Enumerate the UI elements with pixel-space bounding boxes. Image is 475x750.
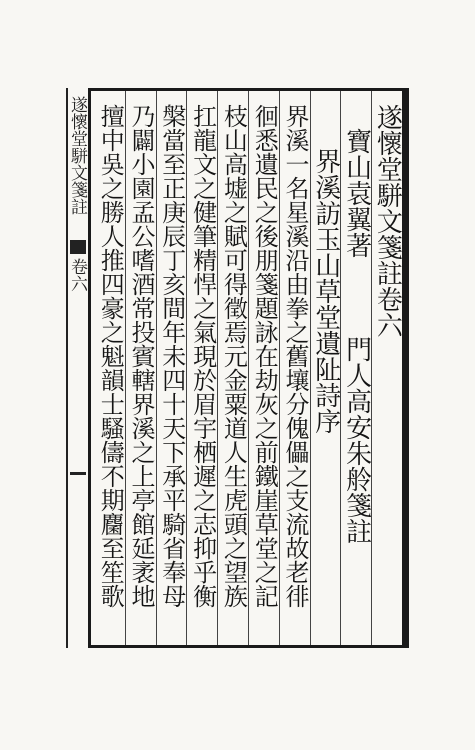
gutter-fish-tail-mark bbox=[70, 240, 86, 254]
column-rule bbox=[156, 91, 157, 645]
text-column: 扛龍文之健筆精悍之氣現於眉宇栖遲之志抑乎衡 bbox=[188, 104, 217, 608]
column-rule bbox=[186, 91, 187, 645]
author-line: 寶山袁翼著 門人高安朱舲箋註 bbox=[341, 128, 372, 544]
column-rule bbox=[248, 91, 249, 645]
column-rule bbox=[279, 91, 280, 645]
text-column: 界溪一名星溪沿由拳之舊壤分傀儡之支流故老徘 bbox=[280, 104, 309, 608]
gutter-divider-mark bbox=[70, 472, 86, 475]
column-rule bbox=[217, 91, 218, 645]
text-column: 乃闢小園孟公嗜酒常投賓轄界溪之上亭館延袤地 bbox=[126, 104, 155, 608]
column-rule bbox=[125, 91, 126, 645]
section-heading: 界溪訪玉山草堂遺阯詩序 bbox=[310, 148, 341, 434]
frame-right-border bbox=[402, 88, 409, 648]
text-column: 擅中吳之勝人推四豪之魁韻士騷儔不期麕至笙歌 bbox=[96, 104, 125, 608]
text-column: 枝山高墟之賦可得徵焉元金粟道人生虎頭之望族 bbox=[219, 104, 248, 608]
column-rule bbox=[340, 91, 341, 645]
gutter-book-title: 遂懷堂駢文箋註 bbox=[67, 96, 87, 215]
text-column: 槃當至正庚辰丁亥間年未四十天下承平騎省奉母 bbox=[157, 104, 186, 608]
gutter-volume-label: 卷六 bbox=[67, 258, 87, 292]
column-rule bbox=[371, 91, 372, 645]
column-rule bbox=[310, 91, 311, 645]
book-title-heading: 遂懷堂駢文箋註卷六 bbox=[372, 104, 403, 338]
text-column: 徊悉遺民之後朋箋題詠在劫灰之前鐵崖草堂之記 bbox=[250, 104, 279, 608]
